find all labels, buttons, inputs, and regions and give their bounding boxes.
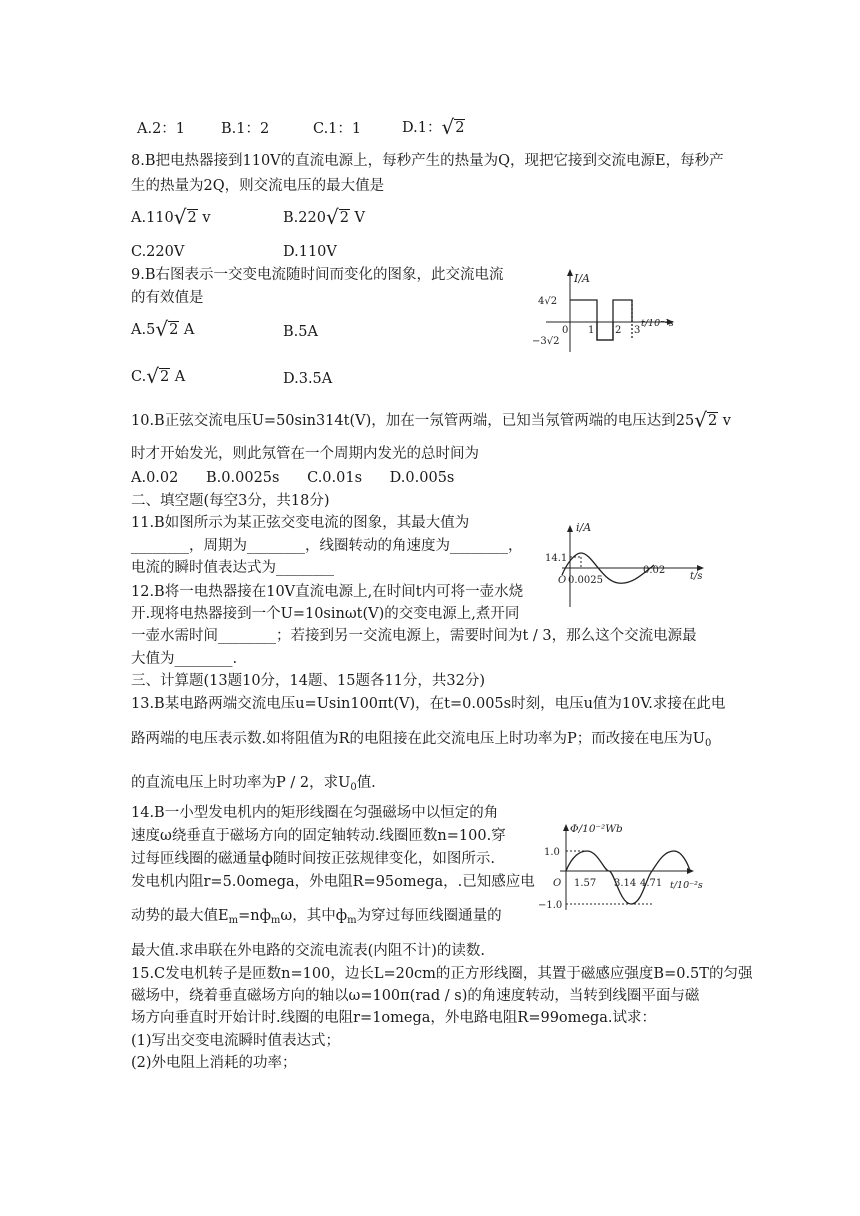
q9-line-1: 9.B右图表示一交变电流随时间而变化的图象，此交流电流 (131, 267, 504, 283)
q15-line-4: (1)写出交变电流瞬时值表达式； (131, 1033, 341, 1049)
q9-option-a: A.5√2 A (131, 317, 195, 341)
q9-tick-0: 0 (562, 325, 569, 336)
section-2-heading: 二、填空题(每空3分，共18分) (131, 493, 330, 509)
q9-option-b: B.5A (283, 324, 318, 340)
q9-option-d: D.3.5A (283, 371, 333, 387)
q11-line-2: ________，周期为________，线圈转动的角速度为________， (131, 538, 523, 554)
q9-y-arrow (567, 269, 573, 276)
q8-option-b: B.220√2 V (283, 205, 366, 229)
q12-line-1: 12.B将一电热器接在10V直流电源上,在时间t内可将一壶水烧 (131, 584, 524, 600)
q14-line-6: 最大值.求串联在外电路的交流电流表(内阻不计)的读数. (131, 943, 486, 959)
q8-option-c: C.220V (131, 244, 185, 260)
q15-line-5: (2)外电阻上消耗的功率； (131, 1055, 297, 1071)
q9-line-2: 的有效值是 (131, 290, 204, 306)
q8-line-1: 8.B把电热器接到110V的直流电源上，每秒产生的热量为Q，现把它接到交流电源E，每秒产 (131, 153, 724, 169)
q11-current-graph (540, 517, 710, 612)
q13-line-2: 路两端的电压表示数.如将阻值为R的电阻接在此交流电压上时功率为P；而改接在电压为$U_0$ (131, 731, 712, 749)
q9-y-label: I/A (574, 272, 590, 285)
q12-line-4: 大值为________. (131, 651, 238, 667)
q9-waveform-negative (597, 322, 613, 340)
q7-option-d: D.1：√2 (402, 115, 465, 139)
q9-waveform (570, 300, 632, 340)
q13-line-3: 的直流电压上时功率为P / 2，求$U_0$值. (131, 775, 376, 793)
q14-flux-graph (530, 818, 715, 913)
q14-line-1: 14.B一小型发电机内的矩形线圈在匀强磁场中以恒定的角 (131, 805, 499, 821)
q7-option-a: A.2：1 (137, 121, 186, 137)
q14-line-5: 动势的最大值$E_m=nф_m\omega$，其中$ф_m$为穿过每匝线圈通量的 (131, 908, 502, 926)
q11-t1-label: 0.0025 (568, 575, 603, 586)
q14-y-arrow (563, 824, 569, 831)
q14-line-4: 发电机内阻r=5.0omega，外电阻R=95omega，.已知感应电 (131, 874, 535, 890)
q12-line-3: 一壶水需时间________；若接到另一交流电源上，需要时间为t / 3，那么这个交流电源最 (131, 628, 697, 644)
q13-line-1: 13.B某电路两端交流电压u=Usin100πt(V)，在t=0.005s时刻，电压u值为10V.求接在此电 (131, 696, 726, 712)
q9-x-label: t/10⁻²s (641, 318, 674, 329)
q8-line-2: 生的热量为2Q，则交流电压的最大值是 (131, 178, 385, 194)
q14-tick-1: 1.57 (574, 878, 597, 889)
q10-line-1: 10.B正弦交流电压U=50sin314t(V)，加在一氖管两端，已知当氖管两端的电压达到25√2 v (131, 408, 731, 432)
q14-tick-3: 4.71 (640, 878, 663, 889)
q11-peak-label: 14.1 (545, 553, 568, 564)
q7-option-b: B.1：2 (221, 121, 270, 137)
q14-x-label: t/10⁻²s (670, 880, 703, 891)
q9-y-neg-label: −3√2 (532, 336, 560, 347)
q8-option-a: A.110√2 v (131, 205, 211, 229)
q11-origin: O (558, 575, 567, 586)
q14-y-pos-label: 1.0 (544, 847, 560, 858)
q9-tick-3: 3 (634, 325, 641, 336)
q11-line-1: 11.B如图所示为某正弦交变电流的图象，其最大值为 (131, 515, 470, 531)
q8-option-d: D.110V (283, 244, 337, 260)
q14-origin: O (553, 878, 562, 889)
q15-line-3: 场方向垂直时开始计时.线圈的电阻r=1omega，外电路电阻R=99omega.试求： (131, 1010, 657, 1026)
q11-line-3: 电流的瞬时值表达式为________ (131, 560, 334, 576)
q15-line-2: 磁场中，绕着垂直磁场方向的轴以ω=100π(rad / s)的角速度转动，当转到线圈平面与磁 (131, 988, 700, 1004)
q14-line-2: 速度ω绕垂直于磁场方向的固定轴转动.线圈匝数n=100.穿 (131, 828, 506, 844)
q9-y-pos-label: 4√2 (538, 296, 558, 307)
q9-tick-1: 1 (588, 325, 595, 336)
section-3-heading: 三、计算题(13题10分，14题、15题各11分，共32分) (131, 673, 486, 689)
q9-option-c: C.√2 A (131, 364, 186, 388)
q9-tick-2: 2 (615, 325, 622, 336)
q11-x-label: t/s (690, 571, 703, 582)
q14-x-arrow (687, 868, 694, 874)
q12-line-2: 开.现将电热器接到一个U=10sinωt(V)的交变电源上,煮开同 (131, 606, 520, 622)
q7-option-c: C.1：1 (313, 121, 362, 137)
q11-t2-label: 0.02 (643, 565, 666, 576)
q14-line-3: 过每匝线圈的磁通量ф随时间按正弦规律变化，如图所示. (131, 851, 495, 867)
q9-current-graph (532, 266, 682, 361)
q14-tick-2: 3.14 (614, 878, 637, 889)
q11-y-arrow (567, 525, 573, 532)
q14-y-label: Φ/10⁻²Wb (570, 823, 623, 835)
q15-line-1: 15.C发电机转子是匝数n=100，边长L=20cm的正方形线圈，其置于磁感应强度B=0.5T的匀强 (131, 966, 753, 982)
q10-line-2: 时才开始发光，则此氖管在一个周期内发光的总时间为 (131, 446, 479, 462)
q11-y-label: i/A (576, 521, 592, 534)
q14-y-neg-label: −1.0 (538, 900, 563, 911)
q10-options: A.0.02 B.0.0025s C.0.01s D.0.005s (131, 470, 455, 486)
